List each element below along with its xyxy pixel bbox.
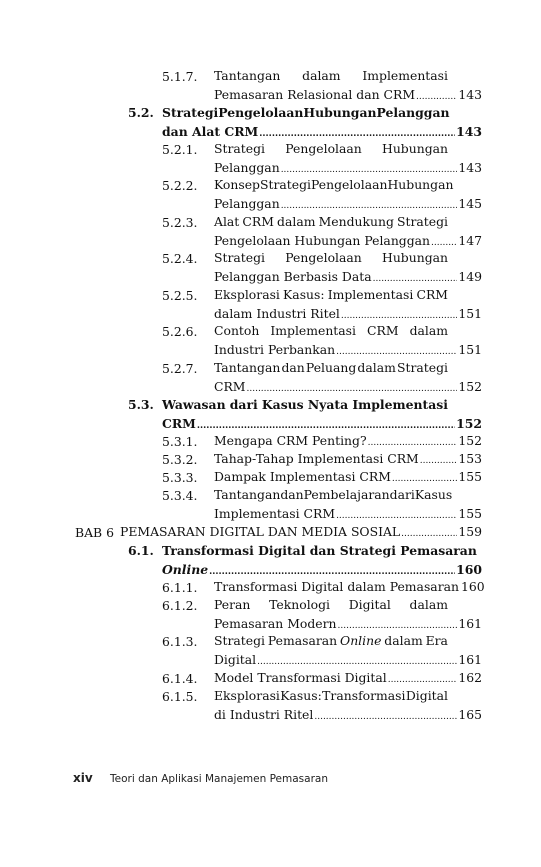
- toc-entry-title-line: Tahap-Tahap Implementasi CRM ..... 153: [214, 450, 482, 468]
- toc-entry-number: 6.1.5.: [162, 689, 198, 704]
- toc-word: Online: [340, 633, 382, 648]
- toc-entry-title-line: CRM ..... 152: [162, 415, 482, 433]
- toc-word: Kasus: [414, 487, 453, 502]
- toc-entry-number: 6.1.1.: [162, 580, 198, 595]
- toc-entry-title-line: Pemasaran Modern ..... 161: [214, 615, 482, 633]
- toc-entry-page: 152: [456, 416, 482, 431]
- toc-word: Wawasan: [162, 397, 226, 412]
- footer-page-number: xiv: [73, 771, 93, 785]
- toc-entry-page: 165: [458, 707, 482, 722]
- toc-entry-number: 6.1.4.: [162, 671, 198, 686]
- toc-word: Digital: [405, 688, 448, 703]
- toc-word: Alat: [214, 214, 240, 229]
- toc-word: Transformasi: [322, 688, 406, 703]
- footer-book-title: Teori dan Aplikasi Manajemen Pemasaran: [110, 773, 328, 785]
- toc-entry-number: 5.3.3.: [162, 470, 198, 485]
- toc-word: Tantangan: [214, 360, 281, 375]
- toc-entry-title-line: [214, 286, 448, 304]
- toc-entry-title-line: [214, 687, 448, 705]
- toc-word: dalam: [302, 68, 341, 83]
- toc-word: Pengelolaan: [310, 177, 388, 192]
- toc-entry-title-line: Pelanggan Berbasis Data ..... 149: [214, 268, 482, 286]
- toc-entry-title-line: PEMASARAN DIGITAL DAN MEDIA SOSIAL ..... 159: [120, 523, 482, 541]
- toc-word: Implementasi: [352, 397, 448, 412]
- toc-entry-title-line: Implementasi CRM ..... 155: [214, 505, 482, 523]
- toc-entry-title-line: [214, 322, 448, 340]
- toc-entry-number: 5.2.: [128, 105, 154, 120]
- toc-entry-number: 5.2.7.: [162, 361, 198, 376]
- toc-entry-title-line: Mengapa CRM Penting? ..... 152: [214, 432, 482, 450]
- toc-entry-page: 161: [458, 616, 482, 631]
- toc-entry-page: 160: [460, 579, 485, 594]
- toc-entry-title-line: Pelanggan ..... 145: [214, 195, 482, 213]
- toc-word: Nyata: [307, 397, 349, 412]
- toc-word: Pengelolaan: [285, 141, 362, 156]
- toc-entry-number: 5.3.: [128, 397, 154, 412]
- toc-word: Tantangan: [214, 487, 281, 502]
- toc-word: Konsep: [214, 177, 260, 192]
- toc-word: Digital: [348, 597, 391, 612]
- toc-entry-number: 5.2.2.: [162, 178, 198, 193]
- toc-entry-number: 5.2.3.: [162, 215, 198, 230]
- toc-entry-page: 162: [458, 670, 482, 685]
- toc-entry-title-line: [214, 249, 448, 267]
- toc-entry-title-line: [214, 176, 454, 194]
- toc-entry-number: 5.3.2.: [162, 452, 198, 467]
- toc-word: dalam: [277, 214, 316, 229]
- toc-word: Contoh: [214, 323, 260, 338]
- toc-entry-page: 151: [458, 342, 482, 357]
- toc-word: Strategi: [214, 250, 265, 265]
- toc-entry-page: 152: [458, 433, 482, 448]
- toc-word: Implementasi: [362, 68, 448, 83]
- toc-entry-page: 159: [458, 524, 482, 539]
- toc-entry-number: 5.2.6.: [162, 324, 198, 339]
- toc-entry-number: 6.1.: [128, 543, 154, 558]
- leader-dots: [401, 525, 457, 543]
- toc-word: CRM: [242, 214, 274, 229]
- toc-word: Strategi: [396, 360, 448, 375]
- toc-entry-page: 160: [456, 562, 482, 577]
- toc-entry-page: 153: [458, 451, 482, 466]
- toc-entry-title-line: [214, 140, 448, 158]
- toc-word: dalam: [409, 597, 448, 612]
- toc-word: Pembelajaran: [303, 487, 390, 502]
- toc-entry-page: 143: [456, 124, 482, 139]
- toc-word: Kasus:: [283, 287, 325, 302]
- toc-word: Strategi: [214, 633, 265, 648]
- toc-word: Eksplorasi: [214, 688, 280, 703]
- toc-word: Pengelolaan: [285, 250, 362, 265]
- toc-entry-number: 5.2.4.: [162, 251, 198, 266]
- toc-word: Pelanggan: [376, 105, 450, 120]
- toc-word: dan: [280, 487, 304, 502]
- toc-word: Implementasi: [270, 323, 356, 338]
- toc-word: Strategi: [162, 105, 219, 120]
- leader-dots: [314, 708, 457, 726]
- toc-word: Strategi: [214, 141, 265, 156]
- toc-entry-title-line: Transformasi Digital dalam Pemasaran 160: [214, 579, 485, 594]
- toc-word: Peran: [214, 597, 251, 612]
- page-footer: [73, 771, 328, 785]
- toc-entry-number: 5.2.5.: [162, 288, 198, 303]
- toc-entry-title-line: Industri Perbankan ..... 151: [214, 341, 482, 359]
- toc-entry-page: 152: [458, 379, 482, 394]
- toc-entry-title-line: Transformasi Digital dan Strategi Pemasaran: [162, 543, 477, 558]
- toc-word: Implementasi: [327, 287, 414, 302]
- toc-entry-page: 145: [458, 196, 482, 211]
- toc-entry-page: 147: [458, 233, 482, 248]
- toc-word: Strategi: [260, 177, 311, 192]
- toc-entry-title-line: CRM ..... 152: [214, 378, 482, 396]
- toc-word: Pengelolaan: [218, 105, 304, 120]
- toc-entry-title-line: [162, 396, 448, 414]
- toc-word: CRM: [367, 323, 399, 338]
- toc-entry-title-line: [162, 104, 448, 122]
- toc-word: Kasus: [261, 397, 304, 412]
- toc-entry-title-line: Online ..... 160: [162, 561, 482, 579]
- toc-word: dalam: [384, 633, 423, 648]
- toc-entry-title-line: [214, 486, 453, 504]
- toc-entry-page: 143: [458, 160, 482, 175]
- toc-word: dari: [389, 487, 415, 502]
- toc-entry-title-line: [214, 596, 448, 614]
- toc-entry-number: 6.1.2.: [162, 598, 198, 613]
- toc-entry-number: 5.1.7.: [162, 69, 198, 84]
- toc-entry-page: 155: [458, 506, 482, 521]
- toc-word: Eksplorasi: [214, 287, 280, 302]
- toc-entry-number: 5.3.1.: [162, 434, 198, 449]
- toc-entry-number: 5.2.1.: [162, 142, 198, 157]
- toc-entry-title-line: [214, 359, 448, 377]
- toc-entry-title-line: [214, 632, 448, 650]
- toc-word: dari: [229, 397, 258, 412]
- toc-entry-title-line: dan Alat CRM ..... 143: [162, 123, 482, 141]
- toc-word: Hubungan: [382, 250, 448, 265]
- toc-entry-number: 6.1.3.: [162, 634, 198, 649]
- toc-word: Tantangan: [214, 68, 281, 83]
- toc-entry-title-line: [214, 213, 448, 231]
- toc-word: Era: [425, 633, 448, 648]
- toc-word: dan: [281, 360, 305, 375]
- toc-word: Pemasaran: [267, 633, 338, 648]
- toc-entry-title-line: Pengelolaan Hubungan Pelanggan ..... 147: [214, 232, 482, 250]
- toc-entry-number: 5.3.4.: [162, 488, 198, 503]
- toc-word: dalam: [357, 360, 396, 375]
- toc-entry-title-line: Pemasaran Relasional dan CRM ..... 143: [214, 86, 482, 104]
- toc-word: Teknologi: [269, 597, 331, 612]
- toc-entry-title-line: di Industri Ritel ..... 165: [214, 706, 482, 724]
- toc-entry-page: 149: [458, 269, 482, 284]
- toc-entry-page: 155: [458, 469, 482, 484]
- toc-entry-title-line: Model Transformasi Digital ..... 162: [214, 669, 482, 687]
- toc-word: Hubungan: [303, 105, 377, 120]
- toc-word: Strategi: [397, 214, 448, 229]
- toc-entry-title-line: Digital ..... 161: [214, 651, 482, 669]
- toc-word: Mendukung: [318, 214, 394, 229]
- toc-entry-page: 151: [458, 306, 482, 321]
- toc-entry-title-line: [214, 67, 448, 85]
- toc-word: dalam: [409, 323, 448, 338]
- toc-word: Hubungan: [387, 177, 454, 192]
- toc-word: CRM: [416, 287, 448, 302]
- toc-entry-title-line: dalam Industri Ritel ..... 151: [214, 305, 482, 323]
- toc-word: Peluang: [305, 360, 357, 375]
- toc-word: Hubungan: [382, 141, 448, 156]
- toc-word: Kasus:: [280, 688, 322, 703]
- toc-entry-title-line: Pelanggan ..... 143: [214, 159, 482, 177]
- toc-entry-page: 161: [458, 652, 482, 667]
- toc-entry-number: BAB 6: [75, 525, 114, 540]
- toc-entry-page: 143: [458, 87, 482, 102]
- toc-entry-title-line: Dampak Implementasi CRM ..... 155: [214, 468, 482, 486]
